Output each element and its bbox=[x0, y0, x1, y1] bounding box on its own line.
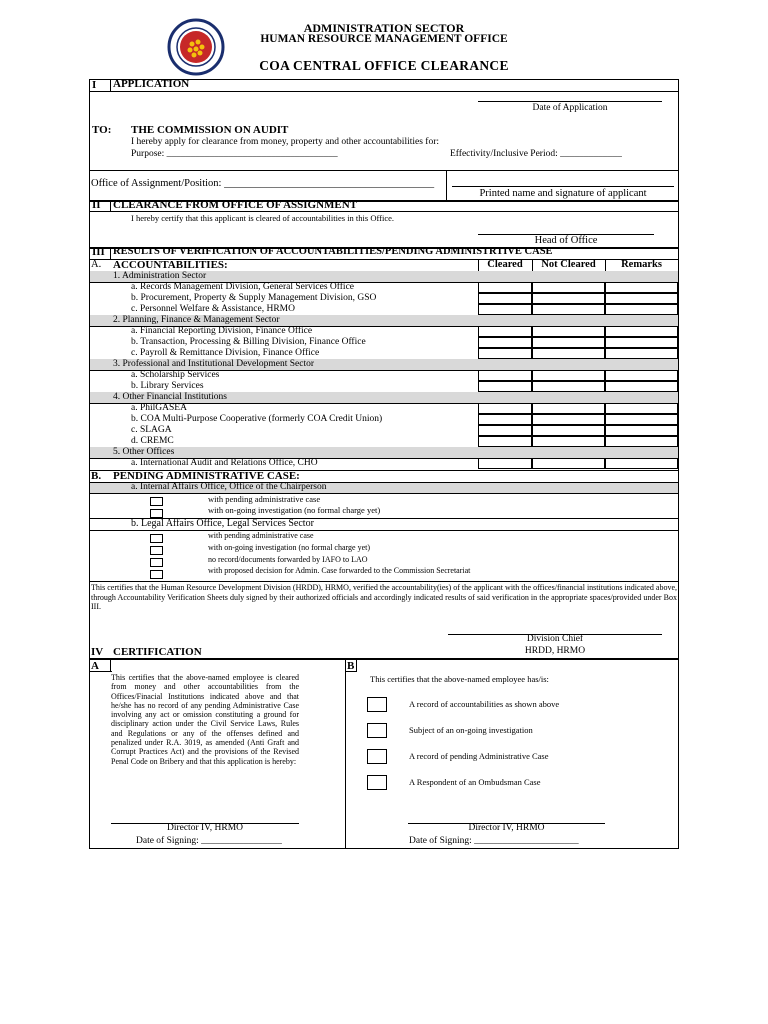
checkbox-la-norecord[interactable] bbox=[150, 558, 163, 567]
remarks-cell[interactable] bbox=[605, 348, 678, 359]
ia-option-1: with pending administrative case bbox=[208, 494, 321, 504]
remarks-cell[interactable] bbox=[605, 381, 678, 392]
director-b-label: Director IV, HRMO bbox=[468, 823, 545, 833]
page-title: COA CENTRAL OFFICE CLEARANCE bbox=[259, 58, 509, 73]
accountability-item: b. Transaction, Processing & Billing Division, Finance Office bbox=[131, 337, 366, 347]
cert-b-letter: B bbox=[347, 660, 355, 672]
checkbox-la-ongoing[interactable] bbox=[150, 546, 163, 555]
remarks-cell[interactable] bbox=[605, 370, 678, 381]
cleared-cell[interactable] bbox=[478, 436, 532, 447]
col-not-cleared: Not Cleared bbox=[541, 259, 596, 270]
col-remarks: Remarks bbox=[621, 259, 662, 270]
cert-b-option-3: A record of pending Administrative Case bbox=[409, 751, 549, 761]
checkbox-cert-record[interactable] bbox=[367, 697, 387, 712]
not-cleared-cell[interactable] bbox=[532, 326, 605, 337]
section-3-title: RESULTS OF VERIFICATION OF ACCOUNTABILITIES/PENDING ADMINISTRTIVE CASE bbox=[113, 246, 553, 257]
remarks-cell[interactable] bbox=[605, 458, 678, 469]
remarks-cell[interactable] bbox=[605, 403, 678, 414]
cleared-cell[interactable] bbox=[478, 348, 532, 359]
section-a-letter: A. bbox=[91, 259, 102, 270]
application-intro: I hereby apply for clearance from money, property and other accountabilities for: bbox=[131, 137, 440, 147]
accountabilities-heading: ACCOUNTABILITIES: bbox=[113, 259, 228, 271]
hrdd-hrmo-label: HRDD, HRMO bbox=[524, 646, 586, 656]
date-signing-a[interactable]: Date of Signing: _________________ bbox=[136, 836, 282, 846]
internal-affairs-label: a. Internal Affairs Office, Office of the Chairperson bbox=[131, 482, 327, 492]
not-cleared-cell[interactable] bbox=[532, 403, 605, 414]
col-cleared: Cleared bbox=[487, 259, 523, 270]
checkbox-cert-pending[interactable] bbox=[367, 749, 387, 764]
group-label: 2. Planning, Finance & Management Sector bbox=[113, 315, 280, 325]
date-of-application-label: Date of Application bbox=[532, 103, 608, 113]
la-option-3: no record/documents forwarded by IAFO to LAO bbox=[208, 555, 368, 564]
checkbox-la-proposed[interactable] bbox=[150, 570, 163, 579]
remarks-cell[interactable] bbox=[605, 282, 678, 293]
not-cleared-cell[interactable] bbox=[532, 304, 605, 315]
la-option-1: with pending administrative case bbox=[208, 531, 314, 540]
section-1-num: I bbox=[92, 79, 97, 91]
cleared-cell[interactable] bbox=[478, 370, 532, 381]
office-assignment-field[interactable]: Office of Assignment/Position: ________________________________________ bbox=[91, 178, 435, 189]
section-4-title: CERTIFICATION bbox=[113, 646, 202, 658]
accountability-item: b. COA Multi-Purpose Cooperative (formerly COA Credit Union) bbox=[131, 414, 383, 424]
not-cleared-cell[interactable] bbox=[532, 370, 605, 381]
accountability-item: a. Scholarship Services bbox=[131, 370, 220, 380]
to-label: TO: bbox=[92, 124, 112, 136]
checkbox-cert-ombudsman[interactable] bbox=[367, 775, 387, 790]
director-a-label: Director IV, HRMO bbox=[166, 823, 244, 833]
effectivity-field[interactable]: Effectivity/Inclusive Period: _____________ bbox=[450, 149, 622, 159]
section-3-num: III bbox=[92, 246, 105, 258]
remarks-cell[interactable] bbox=[605, 414, 678, 425]
ia-option-2: with on-going investigation (no formal charge yet) bbox=[208, 505, 381, 515]
cleared-cell[interactable] bbox=[478, 304, 532, 315]
remarks-cell[interactable] bbox=[605, 436, 678, 447]
accountability-item: b. Library Services bbox=[131, 381, 204, 391]
cleared-cell[interactable] bbox=[478, 381, 532, 392]
not-cleared-cell[interactable] bbox=[532, 381, 605, 392]
head-of-office-label: Head of Office bbox=[534, 235, 598, 246]
group-label: 4. Other Financial Institutions bbox=[113, 392, 227, 402]
remarks-cell[interactable] bbox=[605, 326, 678, 337]
cert-a-letter: A bbox=[91, 660, 99, 672]
group-label: 1. Administration Sector bbox=[113, 271, 207, 281]
cleared-cell[interactable] bbox=[478, 293, 532, 304]
header-line1: ADMINISTRATION SECTOR bbox=[303, 21, 465, 35]
la-option-2: with on-going investigation (no formal charge yet) bbox=[208, 543, 371, 552]
accountability-item: a. International Audit and Relations Office, CHO bbox=[131, 458, 318, 468]
group-label: 3. Professional and Institutional Development Sector bbox=[113, 359, 315, 369]
remarks-cell[interactable] bbox=[605, 337, 678, 348]
cert-b-option-4: A Respondent of an Ombudsman Case bbox=[409, 777, 541, 787]
date-signing-b[interactable]: Date of Signing: ______________________ bbox=[409, 836, 579, 846]
group-label: 5. Other Offices bbox=[113, 447, 175, 457]
section-4-num: IV bbox=[91, 646, 104, 658]
section-b-letter: B. bbox=[91, 470, 102, 482]
cleared-cell[interactable] bbox=[478, 403, 532, 414]
accountability-item: c. SLAGA bbox=[131, 425, 172, 435]
section-2-text: I hereby certify that this applicant is cleared of accountabilities in this Office. bbox=[131, 213, 395, 223]
pending-case-heading: PENDING ADMINISTRATIVE CASE: bbox=[113, 470, 300, 482]
cert-b-option-2: Subject of an on-going investigation bbox=[409, 725, 533, 735]
checkbox-la-pending[interactable] bbox=[150, 534, 163, 543]
remarks-cell[interactable] bbox=[605, 304, 678, 315]
accountability-item: a. Financial Reporting Division, Finance Office bbox=[131, 326, 313, 336]
section-2-num: II bbox=[92, 199, 101, 211]
not-cleared-cell[interactable] bbox=[532, 282, 605, 293]
accountability-item: a. PhilGASEA bbox=[131, 403, 187, 413]
not-cleared-cell[interactable] bbox=[532, 436, 605, 447]
cleared-cell[interactable] bbox=[478, 458, 532, 469]
checkbox-ia-ongoing[interactable] bbox=[150, 509, 163, 518]
not-cleared-cell[interactable] bbox=[532, 337, 605, 348]
remarks-cell[interactable] bbox=[605, 425, 678, 436]
purpose-field[interactable]: Purpose: ____________________________________ bbox=[131, 149, 338, 159]
division-chief-label: Division Chief bbox=[526, 634, 584, 644]
accountability-item: d. CREMC bbox=[131, 436, 174, 446]
cleared-cell[interactable] bbox=[478, 337, 532, 348]
la-option-4: with proposed decision for Admin. Case forwarded to the Commission Secretariat bbox=[208, 566, 471, 575]
to-value: THE COMMISSION ON AUDIT bbox=[131, 124, 289, 136]
not-cleared-cell[interactable] bbox=[532, 458, 605, 469]
accountability-item: c. Personnel Welfare & Assistance, HRMO bbox=[131, 304, 295, 314]
checkbox-cert-investigation[interactable] bbox=[367, 723, 387, 738]
not-cleared-cell[interactable] bbox=[532, 425, 605, 436]
accountability-item: b. Procurement, Property & Supply Management Division, GSO bbox=[131, 293, 377, 303]
remarks-cell[interactable] bbox=[605, 293, 678, 304]
accountability-item: a. Records Management Division, General Services Office bbox=[131, 282, 354, 292]
checkbox-ia-pending[interactable] bbox=[150, 497, 163, 506]
cleared-cell[interactable] bbox=[478, 425, 532, 436]
not-cleared-cell[interactable] bbox=[532, 348, 605, 359]
section-1-title: APPLICATION bbox=[113, 78, 190, 90]
cert-b-option-1: A record of accountabilities as shown above bbox=[409, 699, 560, 709]
cleared-cell[interactable] bbox=[478, 414, 532, 425]
cert-a-text: This certifies that the above-named employee is cleared from money and other accountabilities from the Offices/Finacial Institutions indicated above and that he/she has no record of any pending Administrative Case involving any act or omission constituting a ground for disciplinary action under the Civil Service Laws, Rules and Regulations or any of the offenses defined and penalized under R.A. 3019, as amended (Anti Graft and Corrupt Practices Act) and the provisions of the Revised Penal Code on Bribery and that this application is hereby: bbox=[111, 673, 299, 766]
applicant-signature-label: Printed name and signature of applicant bbox=[479, 188, 647, 199]
header-line2: HUMAN RESOURCE MANAGEMENT OFFICE bbox=[260, 33, 508, 45]
not-cleared-cell[interactable] bbox=[532, 293, 605, 304]
cert-b-text: This certifies that the above-named employee has/is: bbox=[370, 674, 549, 684]
accountability-item: c. Payroll & Remittance Division, Finance Office bbox=[131, 348, 320, 358]
cleared-cell[interactable] bbox=[478, 326, 532, 337]
not-cleared-cell[interactable] bbox=[532, 414, 605, 425]
section-2-title: CLEARANCE FROM OFFICE OF ASSIGNMENT bbox=[113, 199, 358, 211]
hrdd-certification-text: This certifies that the Human Resource Development Division (HRDD), HRMO, verified the accountability(ies) of the applicant with the offices/financial institutions indicated above, through Accountability Verification Sheets duly signed by their authorized officials and accordingly indicated results of said verification in the appropriate spaces/provided under Box III. bbox=[91, 583, 677, 611]
legal-affairs-label: b. Legal Affairs Office, Legal Services Sector bbox=[131, 518, 314, 529]
cleared-cell[interactable] bbox=[478, 282, 532, 293]
